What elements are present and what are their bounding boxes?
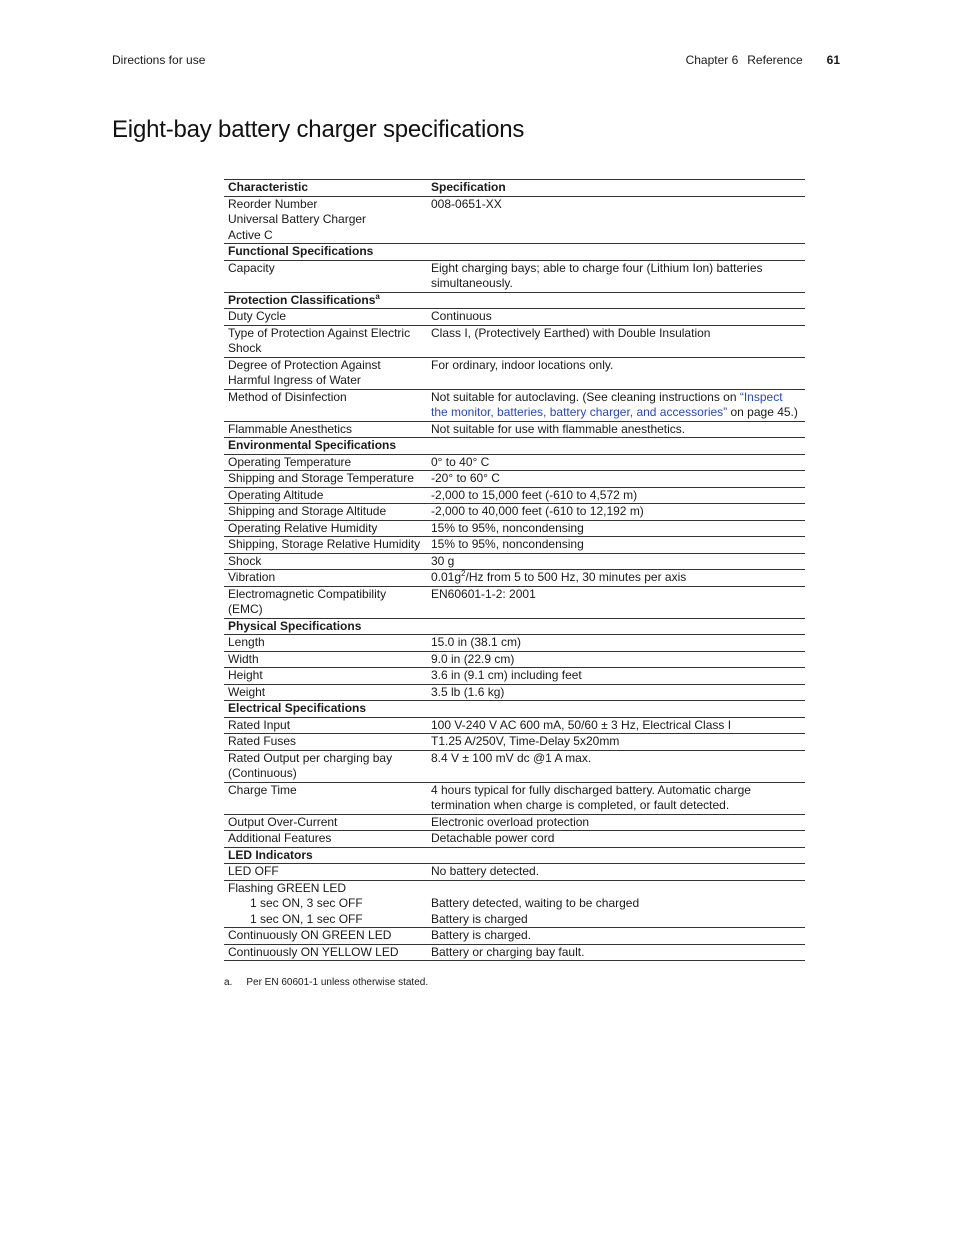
row-value: Not suitable for use with flammable anesthetics.	[427, 421, 805, 438]
table-row	[224, 504, 805, 521]
table-row	[224, 325, 805, 357]
table-row	[224, 196, 805, 244]
product-line: Universal Battery Charger	[228, 212, 367, 226]
page-reference: on page 45.)	[727, 405, 798, 419]
row-label: Type of Protection Against Electric Shock	[224, 325, 427, 357]
row-label: Flammable Anesthetics	[224, 421, 427, 438]
section-title: LED Indicators	[224, 847, 805, 864]
section-title: Physical Specifications	[224, 618, 805, 635]
reorder-label: Reorder Number	[228, 196, 318, 211]
row-label: Shipping and Storage Temperature	[224, 471, 427, 488]
row-label: Degree of Protection Against Harmful Ingress of Water	[224, 357, 427, 389]
flash-pattern-1: 1 sec ON, 3 sec OFF	[250, 896, 363, 910]
row-value: 30 g	[427, 553, 805, 570]
row-value: -2,000 to 15,000 feet (-610 to 4,572 m)	[427, 487, 805, 504]
table-row	[224, 309, 805, 326]
flashing-label: Flashing GREEN LED	[228, 880, 347, 895]
table-row	[224, 864, 805, 881]
section-label: Reference	[747, 53, 803, 67]
row-label: Shock	[224, 553, 427, 570]
section-title: Electrical Specifications	[224, 701, 805, 718]
row-value: Battery is charged.	[427, 928, 805, 945]
row-label: Rated Output per charging bay (Continuous)	[224, 750, 427, 782]
row-label: Capacity	[224, 260, 427, 292]
section-title: Environmental Specifications	[224, 438, 805, 455]
table-row	[224, 750, 805, 782]
table-row	[224, 520, 805, 537]
row-label: Height	[224, 668, 427, 685]
row-label: Operating Altitude	[224, 487, 427, 504]
row-value: Class I, (Protectively Earthed) with Double Insulation	[427, 325, 805, 357]
table-row	[224, 586, 805, 618]
table-header-row	[224, 180, 805, 197]
row-label: Operating Relative Humidity	[224, 520, 427, 537]
row-value: T1.25 A/250V, Time-Delay 5x20mm	[427, 734, 805, 751]
table-row	[224, 831, 805, 848]
footnote-text: Per EN 60601-1 unless otherwise stated.	[246, 977, 429, 988]
flash-meaning-2: Battery is charged	[431, 911, 528, 926]
row-label: Method of Disinfection	[224, 389, 427, 421]
row-value: 9.0 in (22.9 cm)	[427, 651, 805, 668]
row-value: 008-0651-XX	[427, 196, 805, 244]
row-label: Continuously ON GREEN LED	[224, 928, 427, 945]
footnote-marker: a	[375, 291, 380, 301]
footnote-label: a.	[224, 977, 233, 988]
table-row	[224, 944, 805, 961]
row-value: Detachable power cord	[427, 831, 805, 848]
section-row	[224, 438, 805, 455]
row-value: 3.5 lb (1.6 kg)	[427, 684, 805, 701]
section-title-text: Protection Classifications	[228, 292, 376, 307]
product-model: Active C	[228, 227, 273, 242]
row-value: Eight charging bays; able to charge four (Lithium Ion) batteries simultaneously.	[427, 260, 805, 292]
chapter-label: Chapter 6	[685, 53, 739, 67]
row-value: Electronic overload protection	[427, 814, 805, 831]
table-row	[224, 260, 805, 292]
table-row	[224, 570, 805, 587]
column-header-characteristic: Characteristic	[224, 180, 427, 197]
row-label	[224, 880, 427, 928]
row-value: Battery or charging bay fault.	[427, 944, 805, 961]
section-row	[224, 244, 805, 261]
table-row	[224, 814, 805, 831]
flash-meaning-1: Battery detected, waiting to be charged	[431, 896, 640, 910]
row-label: Operating Temperature	[224, 454, 427, 471]
row-label: Weight	[224, 684, 427, 701]
vibration-detail: /Hz from 5 to 500 Hz, 30 minutes per axis	[465, 570, 687, 584]
row-value: 15% to 95%, noncondensing	[427, 537, 805, 554]
row-label: Rated Input	[224, 717, 427, 734]
row-label: Additional Features	[224, 831, 427, 848]
flash-pattern-2: 1 sec ON, 1 sec OFF	[250, 911, 363, 926]
table-row	[224, 487, 805, 504]
row-value	[427, 389, 805, 421]
table-row	[224, 928, 805, 945]
exponent: 2	[461, 569, 466, 578]
row-label: Charge Time	[224, 782, 427, 814]
row-value: 100 V-240 V AC 600 mA, 50/60 ± 3 Hz, Electrical Class I	[427, 717, 805, 734]
row-label: Width	[224, 651, 427, 668]
section-row	[224, 292, 805, 309]
table-row	[224, 553, 805, 570]
running-header-left: Directions for use	[112, 53, 206, 67]
table-row	[224, 389, 805, 421]
row-label: LED OFF	[224, 864, 427, 881]
row-value	[427, 880, 805, 928]
table-row	[224, 357, 805, 389]
page-number: 61	[826, 53, 840, 67]
table-row	[224, 537, 805, 554]
table-row	[224, 734, 805, 751]
spec-table	[224, 179, 805, 961]
table-row	[224, 880, 805, 928]
table-row	[224, 684, 805, 701]
disinfection-text: Not suitable for autoclaving. (See cleaning instructions on	[431, 389, 740, 404]
row-label: Electromagnetic Compatibility (EMC)	[224, 586, 427, 618]
row-value: 15.0 in (38.1 cm)	[427, 635, 805, 652]
row-value: Continuous	[427, 309, 805, 326]
row-value: 15% to 95%, noncondensing	[427, 520, 805, 537]
cross-reference-link[interactable]: “Inspect the monitor, batteries, battery charger, and accessories”	[431, 389, 783, 419]
table-row	[224, 782, 805, 814]
row-label: Duty Cycle	[224, 309, 427, 326]
table-row	[224, 421, 805, 438]
table-row	[224, 454, 805, 471]
section-row	[224, 847, 805, 864]
row-value: No battery detected.	[427, 864, 805, 881]
row-value: -20° to 60° C	[427, 471, 805, 488]
page-title: Eight-bay battery charger specifications	[112, 116, 525, 143]
table-row	[224, 635, 805, 652]
row-label: Length	[224, 635, 427, 652]
row-label: Continuously ON YELLOW LED	[224, 944, 427, 961]
table-row	[224, 471, 805, 488]
section-row	[224, 701, 805, 718]
table-row	[224, 717, 805, 734]
table-row	[224, 668, 805, 685]
row-label: Output Over-Current	[224, 814, 427, 831]
row-value: 4 hours typical for fully discharged battery. Automatic charge termination when charge is completed, or fault detected.	[427, 782, 805, 814]
table-row	[224, 651, 805, 668]
section-title: Functional Specifications	[224, 244, 805, 261]
section-row	[224, 618, 805, 635]
row-label	[224, 196, 427, 244]
row-value: 8.4 V ± 100 mV dc @1 A max.	[427, 750, 805, 782]
row-value: For ordinary, indoor locations only.	[427, 357, 805, 389]
row-value: -2,000 to 40,000 feet (-610 to 12,192 m)	[427, 504, 805, 521]
column-header-specification: Specification	[427, 180, 805, 197]
section-title	[224, 292, 805, 309]
vibration-value: 0.01g	[431, 570, 462, 584]
footnote	[224, 977, 428, 988]
row-label: Rated Fuses	[224, 734, 427, 751]
row-label: Shipping, Storage Relative Humidity	[224, 537, 427, 554]
row-value: 0° to 40° C	[427, 454, 805, 471]
row-value	[427, 570, 805, 587]
row-label: Vibration	[224, 570, 427, 587]
running-header-right	[686, 53, 840, 67]
row-label: Shipping and Storage Altitude	[224, 504, 427, 521]
row-value: 3.6 in (9.1 cm) including feet	[427, 668, 805, 685]
row-value: EN60601-1-2: 2001	[427, 586, 805, 618]
